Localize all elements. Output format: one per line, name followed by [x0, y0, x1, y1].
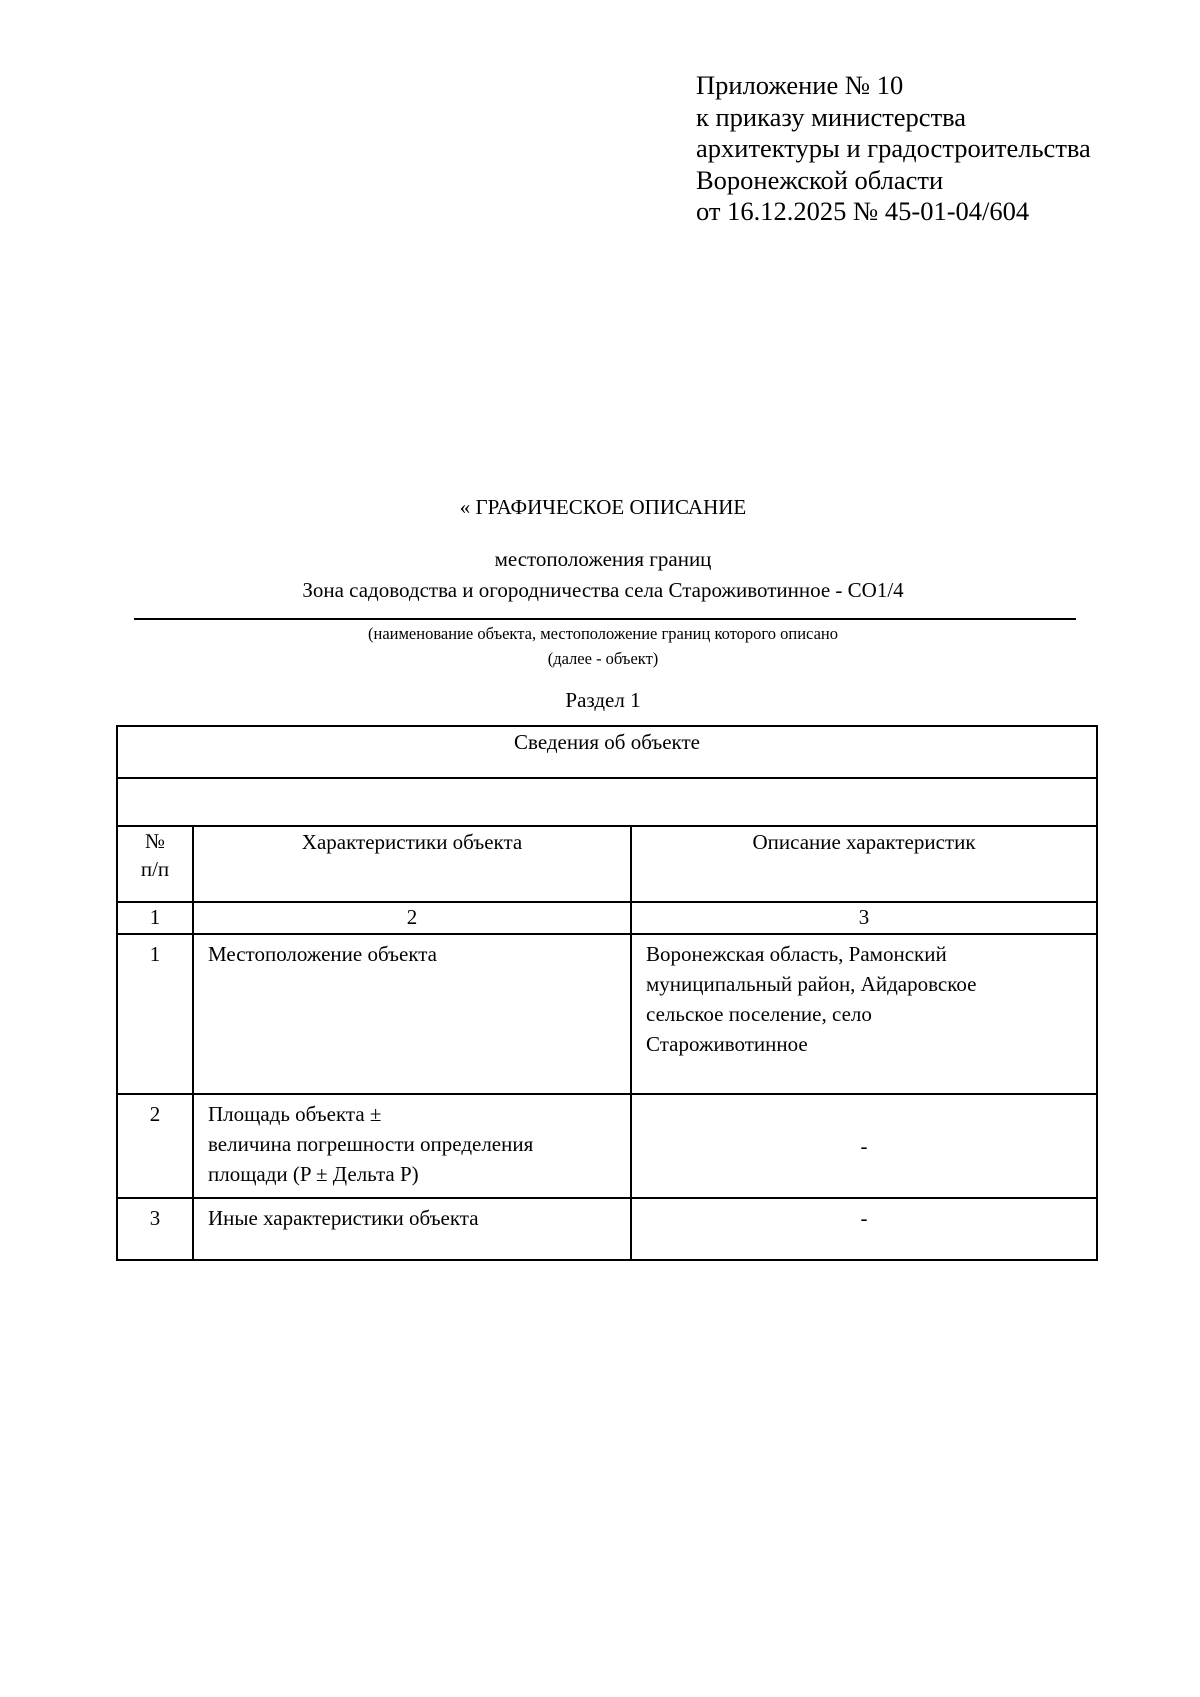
column-header-description: Описание характеристик — [631, 826, 1097, 902]
row-characteristic-line: Иные характеристики объекта — [208, 1206, 479, 1230]
row-characteristic-line: Местоположение объекта — [208, 942, 438, 966]
row-description-line: Староживотинное — [646, 1032, 808, 1056]
row-characteristic — [193, 1198, 631, 1260]
table-empty-row — [117, 778, 1097, 826]
appendix-line: Воронежской области — [696, 164, 944, 195]
column-header-number — [117, 826, 193, 902]
row-description — [631, 1198, 1097, 1260]
appendix-line: Приложение № 10 — [696, 70, 904, 100]
row-number: 1 — [117, 934, 193, 1094]
appendix-line: от 16.12.2025 № 45-01-04/604 — [696, 196, 1030, 226]
column-header-number-line: п/п — [140, 857, 170, 881]
object-info-table — [116, 725, 1098, 1261]
row-description-line: - — [860, 1134, 868, 1158]
appendix-line: архитектуры и градостроительства — [696, 133, 1091, 163]
table-header: Сведения об объекте — [117, 726, 1097, 778]
document-subtitle: местоположения границ — [494, 547, 712, 571]
column-header-row — [117, 826, 1097, 902]
row-description-line: Воронежская область, Рамонский — [646, 942, 947, 966]
row-number: 2 — [117, 1094, 193, 1198]
table-empty-cell — [117, 778, 1097, 826]
table-header-row — [117, 726, 1097, 778]
row-description-line: муниципальный район, Айдаровское — [646, 972, 977, 996]
object-caption-line-1: (наименование объекта, местоположение границ которого описано — [368, 624, 838, 643]
table-row — [117, 1198, 1097, 1260]
document-title: « ГРАФИЧЕСКОЕ ОПИСАНИЕ — [459, 495, 747, 519]
appendix-line: к приказу министерства — [696, 101, 967, 132]
row-description-line: сельское поселение, село — [646, 1002, 872, 1026]
column-index-row — [117, 902, 1097, 934]
row-characteristic — [193, 1094, 631, 1198]
column-header-characteristics: Характеристики объекта — [193, 826, 631, 902]
row-characteristic-line: Площадь объекта ± — [208, 1102, 382, 1126]
object-caption-line-2: (далее - объект) — [547, 649, 659, 668]
row-number: 3 — [117, 1198, 193, 1260]
section-label: Раздел 1 — [565, 688, 641, 712]
row-description — [631, 934, 1097, 1094]
table-row — [117, 934, 1097, 1094]
row-description — [631, 1094, 1097, 1198]
row-characteristic — [193, 934, 631, 1094]
appendix-block — [696, 70, 1091, 228]
row-description-line: - — [860, 1206, 868, 1230]
underline-divider — [134, 618, 1076, 620]
column-index: 1 — [117, 902, 193, 934]
row-characteristic-line: величина погрешности определения — [208, 1132, 534, 1156]
column-index: 2 — [193, 902, 631, 934]
column-header-number-line: № — [144, 829, 166, 853]
table-row — [117, 1094, 1097, 1198]
column-index: 3 — [631, 902, 1097, 934]
object-name: Зона садоводства и огородничества села Староживотинное - СО1/4 — [302, 578, 904, 602]
row-characteristic-line: площади (P ± Дельта P) — [208, 1162, 419, 1186]
